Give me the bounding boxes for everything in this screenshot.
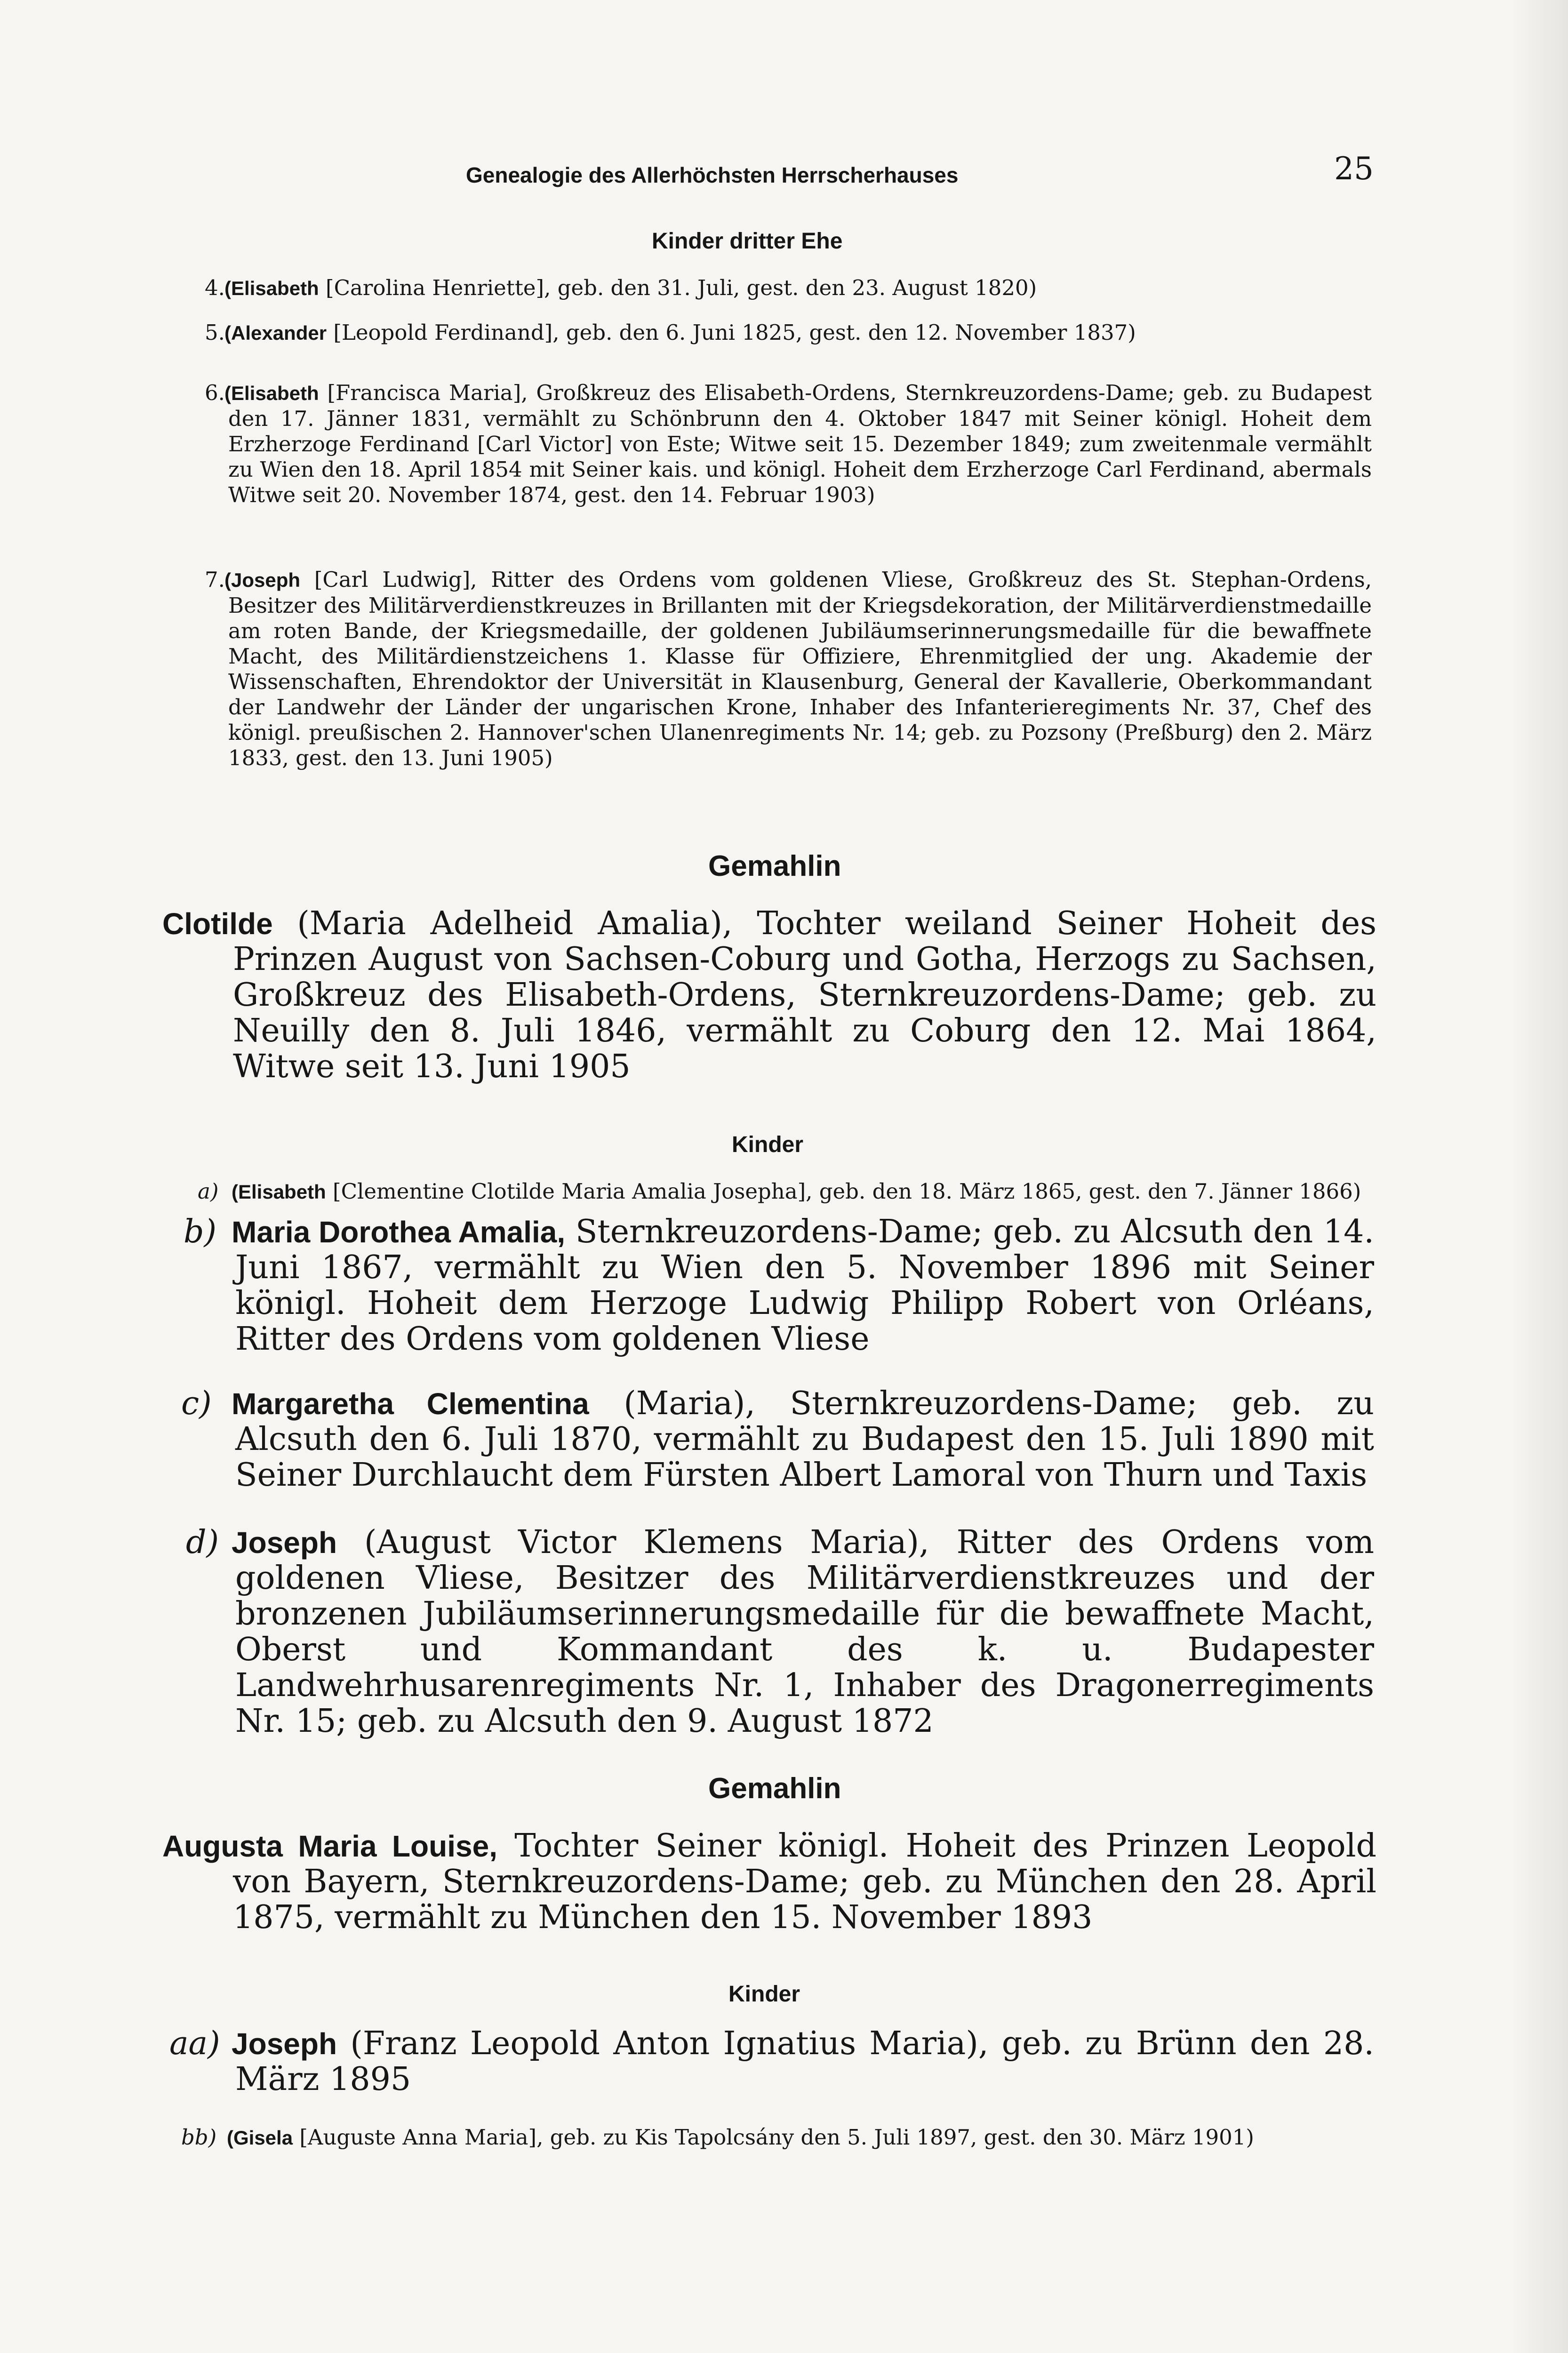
entry-number: 7. (205, 567, 225, 592)
section-heading-kinder: Kinder (732, 1132, 804, 1157)
entry-text: [Clementine Clotilde Maria Amalia Josepha], geb. den 18. März 1865, gest. den 7. Jänner 1866) (333, 1179, 1361, 1204)
entry-text: (Franz Leopold Anton Ignatius Maria), geb. zu Brünn den 28. März 1895 (235, 2025, 1374, 2098)
entry-text: [Carolina Henriette], geb. den 31. Juli, gest. den 23. August 1820) (326, 275, 1037, 300)
running-header: Genealogie des Allerhöchsten Herrscherhauses (466, 163, 959, 187)
entry-marker: c) (181, 1385, 212, 1422)
entry-name: Joseph (232, 1526, 337, 1560)
entry-text: Sternkreuzordens-Dame; geb. zu Alcsuth den 14. Juni 1867, vermählt zu Wien den 5. November 1896 mit Seiner königl. Hoheit dem Herzoge Ludwig Philipp Robert von Orléans, Ritter des Ordens vom goldenen Vliese (235, 1213, 1374, 1358)
page-number: 25 (1334, 151, 1374, 187)
entry-marker: b) (184, 1213, 217, 1250)
section-heading-gemahlin: Gemahlin (708, 1772, 841, 1805)
entry-name: Joseph (232, 2027, 337, 2061)
entry-text: [Leopold Ferdinand], geb. den 6. Juni 1825, gest. den 12. November 1837) (333, 320, 1136, 345)
entry-marker: d) (186, 1524, 219, 1561)
page-edge-shadow (1512, 0, 1568, 2353)
entry-text: [Carl Ludwig], Ritter des Ordens vom goldenen Vliese, Großkreuz des St. Stephan-Ordens, Besitzer des Militärverdienstkreuzes in Brillanten mit der Kriegsdekoration, der Militärverdienstmedaille am roten Bande, der Kriegsmedaille, der goldenen Jubiläumserinnerungsmedaille für die bewaffnete Macht, des Militärdienstzeichens 1. Klasse für Offiziere, Ehrenmitglied der ung. Akademie der Wissenschaften, Ehrendoktor der Universität in Klausenburg, General der Kavallerie, Oberkommandant der Landwehr der Länder der ungarischen Krone, Inhaber des Infanterieregiments Nr. 37, Chef des königl. preußischen 2. Hannover'schen Ulanenregiments Nr. 14; geb. zu Pozsony (Preßburg) den 2. März 1833, gest. den 13. Juni 1905) (228, 567, 1372, 770)
spouse-name: Augusta Maria Louise, (162, 1829, 497, 1863)
entry-name: (Gisela (227, 2127, 293, 2149)
spouse-text: (Maria Adelheid Amalia), Tochter weiland Seiner Hoheit des Prinzen August von Sachsen-Coburg und Gotha, Herzogs zu Sachsen, Großkreuz des Elisabeth-Ordens, Sternkreuzordens-Dame; geb. zu Neuilly den 8. Juli 1846, vermählt zu Coburg den 12. Mai 1864, Witwe seit 13. Juni 1905 (233, 905, 1376, 1085)
entry-name: (Elisabeth (224, 277, 319, 299)
entry-text: [Francisca Maria], Großkreuz des Elisabeth-Ordens, Sternkreuzordens-Dame; geb. zu Budapest den 17. Jänner 1831, vermählt zu Schönbrunn den 4. Oktober 1847 mit Seiner königl. Hoheit dem Erzherzoge Ferdinand [Carl Victor] von Este; Witwe seit 15. Dezember 1849; zum zweitenmale vermählt zu Wien den 18. April 1854 mit Seiner kais. und königl. Hoheit dem Erzherzoge Carl Ferdinand, abermals Witwe seit 20. November 1874, gest. den 14. Februar 1903) (228, 380, 1372, 507)
spouse-name: Clotilde (162, 907, 273, 941)
entry-name: (Joseph (224, 569, 301, 591)
list-item (181, 2125, 1374, 2151)
entry-name: Maria Dorothea Amalia, (232, 1215, 566, 1249)
spouse-entry (162, 906, 1376, 1085)
entry-number: 6. (205, 380, 225, 405)
entry-name: (Alexander (224, 322, 327, 344)
spouse-text: Tochter Seiner königl. Hoheit des Prinzen Leopold von Bayern, Sternkreuzordens-Dame; geb. zu München den 28. April 1875, vermählt zu München den 15. November 1893 (233, 1827, 1376, 1936)
entry-text: [Auguste Anna Maria], geb. zu Kis Tapolcsány den 5. Juli 1897, gest. den 30. März 1901) (299, 2125, 1254, 2150)
list-item (205, 380, 1372, 508)
spouse-entry (162, 1828, 1376, 1936)
list-item (184, 1214, 1374, 1357)
entry-name: Margaretha Clementina (232, 1387, 589, 1421)
entry-marker: aa) (169, 2025, 220, 2062)
list-item (205, 275, 1372, 301)
section-heading-kinder-dritter-ehe: Kinder dritter Ehe (652, 229, 843, 254)
entry-number: 4. (205, 275, 225, 300)
entry-name: (Elisabeth (232, 1181, 326, 1203)
list-item (181, 1386, 1374, 1493)
list-item (198, 1136, 1374, 1205)
section-heading-gemahlin: Gemahlin (708, 850, 841, 882)
list-item (205, 320, 1372, 346)
list-item (186, 1525, 1374, 1739)
entry-marker: bb) (181, 2125, 217, 2150)
entry-marker: a) (198, 1179, 219, 1204)
entry-text: (August Victor Klemens Maria), Ritter des Ordens vom goldenen Vliese, Besitzer des Militärverdienstkreuzes und der bronzenen Jubiläumserinnerungsmedaille für die bewaffnete Macht, Oberst und Kommandant des k. u. Budapester Landwehrhusarenregiments Nr. 1, Inhaber des Dragonerregiments Nr. 15; geb. zu Alcsuth den 9. August 1872 (235, 1524, 1374, 1740)
entry-name: (Elisabeth (224, 382, 319, 404)
entry-text: (Maria), Sternkreuzordens-Dame; geb. zu Alcsuth den 6. Juli 1870, vermählt zu Budapest den 15. Juli 1890 mit Seiner Durchlaucht dem Fürsten Albert Lamoral von Thurn und Taxis (235, 1385, 1374, 1494)
entry-number: 5. (205, 320, 225, 345)
list-item (205, 567, 1372, 771)
section-heading-kinder: Kinder (728, 1982, 800, 2007)
list-item (169, 2026, 1374, 2097)
